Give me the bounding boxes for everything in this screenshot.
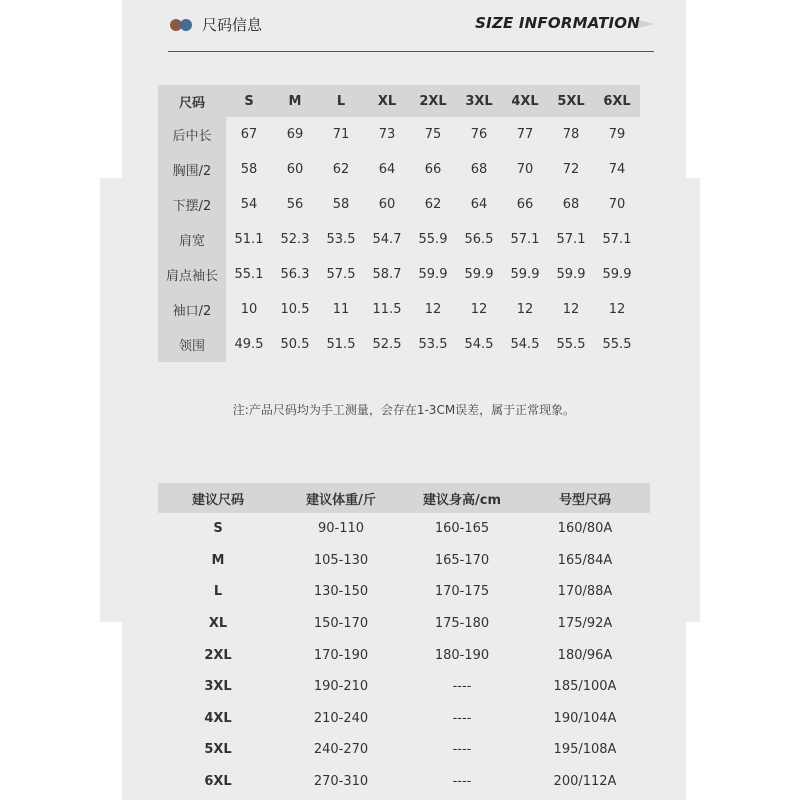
table-row [158,766,650,798]
table-row [158,639,650,671]
measurement-table [158,85,640,362]
table-row [158,327,640,362]
recommendation-value: 200/112A [553,774,617,790]
measurement-value: 74 [608,162,626,177]
recommended-size: S [213,521,223,537]
recommended-size: 6XL [204,774,232,790]
recommendation-value: 240-270 [313,742,369,758]
size-header-cell: M [272,85,318,117]
measurement-value: 60 [378,197,396,212]
measurement-value: 56.3 [280,267,310,282]
measurement-value: 12 [608,302,626,317]
recommendation-value: 165-170 [434,552,490,568]
measurement-value: 57.1 [556,232,586,247]
measurement-value: 49.5 [234,337,264,352]
measurement-value: 54 [240,197,258,212]
measurement-value: 58.7 [372,267,402,282]
size-header-cell: 3XL [456,85,502,117]
recommendation-value: 90-110 [317,521,365,537]
measurement-value: 54.7 [372,232,402,247]
recommendation-header-cell: 建议身高/cm [404,483,520,513]
table-row [158,576,650,608]
size-info-panel [122,0,686,800]
table-row [158,152,640,187]
measurement-header-row [158,85,640,117]
header-divider [168,51,654,52]
measurement-value: 53.5 [326,232,356,247]
measurement-value: 64 [378,162,396,177]
measurement-value: 66 [424,162,442,177]
measurement-value: 54.5 [464,337,494,352]
measurement-value: 51.1 [234,232,264,247]
recommendation-value: 165/84A [557,552,613,568]
table-row [158,545,650,577]
recommended-size: L [213,584,223,600]
size-header-cell: L [318,85,364,117]
size-header-cell: 5XL [548,85,594,117]
title-swoosh-icon [638,20,654,28]
table-row [158,734,650,766]
section-title-cn: 尺码信息 [202,16,263,34]
measurement-value: 78 [562,127,580,142]
measurement-value: 71 [332,127,350,142]
table-row [158,222,640,257]
measurement-value: 12 [424,302,442,317]
measurement-value: 67 [240,127,258,142]
size-header-cell: S [226,85,272,117]
recommendation-header-cell: 建议尺码 [158,483,278,513]
measurement-value: 72 [562,162,580,177]
measurement-value: 70 [608,197,626,212]
recommendation-value: ---- [452,679,472,695]
size-header-cell: 6XL [594,85,640,117]
recommendation-value: 175/92A [557,616,613,632]
measurement-value: 56 [286,197,304,212]
section-header [122,0,686,54]
recommendation-value: 210-240 [313,710,369,726]
recommended-size: 3XL [204,679,232,695]
recommendation-value: 195/108A [553,742,617,758]
recommended-size: XL [208,616,228,632]
measurement-value: 60 [286,162,304,177]
recommendation-value: 170-175 [434,584,490,600]
measurement-value: 12 [562,302,580,317]
measurement-value: 50.5 [280,337,310,352]
measurement-label: 肩点袖长 [158,257,226,292]
measurement-value: 57.1 [510,232,540,247]
measurement-value: 55.5 [556,337,586,352]
table-row [158,187,640,222]
blue-dot-icon [180,19,192,31]
measurement-label: 下摆/2 [158,187,226,222]
recommendation-value: 105-130 [313,552,369,568]
measurement-note: 注:产品尺码均为手工测量，会存在1-3CM误差，属于正常现象。 [232,403,576,417]
recommendation-value: ---- [452,774,472,790]
recommendation-value: 185/100A [553,679,617,695]
size-corner-label: 尺码 [158,85,226,117]
recommendation-value: 130-150 [313,584,369,600]
measurement-label: 肩宽 [158,222,226,257]
measurement-value: 12 [516,302,534,317]
recommendation-value: 170-190 [313,647,369,663]
measurement-value: 64 [470,197,488,212]
recommendation-value: ---- [452,742,472,758]
measurement-value: 59.9 [510,267,540,282]
recommendation-value: 270-310 [313,774,369,790]
measurement-value: 10 [240,302,258,317]
recommended-size: M [211,552,225,568]
table-row [158,671,650,703]
size-header-cell: XL [364,85,410,117]
recommendation-value: 180/96A [557,647,613,663]
measurement-value: 62 [332,162,350,177]
recommended-size: 4XL [204,710,232,726]
section-title-en: SIZE INFORMATION [475,14,640,32]
recommendation-table [158,483,650,797]
recommendation-value: 180-190 [434,647,490,663]
size-header-cell: 2XL [410,85,456,117]
background-band-left [100,178,122,622]
table-row [158,513,650,545]
measurement-value: 10.5 [280,302,310,317]
measurement-value: 11.5 [372,302,402,317]
recommendation-value: 160/80A [557,521,613,537]
table-row [158,292,640,327]
measurement-label: 后中长 [158,117,226,152]
recommendation-value: 150-170 [313,616,369,632]
measurement-value: 57.5 [326,267,356,282]
measurement-value: 59.9 [602,267,632,282]
table-row [158,117,640,152]
recommendation-value: ---- [452,710,472,726]
measurement-value: 52.3 [280,232,310,247]
measurement-value: 58 [332,197,350,212]
measurement-value: 59.9 [464,267,494,282]
table-row [158,608,650,640]
recommendation-value: 190/104A [553,710,617,726]
recommendation-value: 190-210 [313,679,369,695]
recommendation-header-cell: 建议体重/斤 [278,483,404,513]
measurement-value: 59.9 [556,267,586,282]
measurement-value: 55.9 [418,232,448,247]
measurement-value: 58 [240,162,258,177]
measurement-value: 75 [424,127,442,142]
recommendation-header-cell: 号型尺码 [520,483,650,513]
measurement-value: 73 [378,127,396,142]
recommendation-value: 170/88A [557,584,613,600]
measurement-value: 59.9 [418,267,448,282]
measurement-value: 55.5 [602,337,632,352]
measurement-value: 66 [516,197,534,212]
measurement-value: 68 [562,197,580,212]
measurement-value: 62 [424,197,442,212]
measurement-value: 52.5 [372,337,402,352]
measurement-value: 54.5 [510,337,540,352]
recommendation-value: 175-180 [434,616,490,632]
measurement-value: 68 [470,162,488,177]
measurement-value: 76 [470,127,488,142]
recommendation-value: 160-165 [434,521,490,537]
measurement-value: 55.1 [234,267,264,282]
measurement-value: 69 [286,127,304,142]
recommended-size: 5XL [204,742,232,758]
table-row [158,703,650,735]
recommended-size: 2XL [204,647,232,663]
measurement-value: 51.5 [326,337,356,352]
measurement-value: 12 [470,302,488,317]
measurement-value: 70 [516,162,534,177]
measurement-value: 77 [516,127,534,142]
recommendation-header-row [158,483,650,513]
measurement-value: 56.5 [464,232,494,247]
measurement-value: 53.5 [418,337,448,352]
table-row [158,257,640,292]
measurement-label: 袖口/2 [158,292,226,327]
measurement-value: 11 [332,302,350,317]
measurement-value: 79 [608,127,626,142]
size-header-cell: 4XL [502,85,548,117]
decorative-dots-icon [170,19,194,31]
measurement-value: 57.1 [602,232,632,247]
measurement-label: 胸围/2 [158,152,226,187]
measurement-label: 领围 [158,327,226,362]
